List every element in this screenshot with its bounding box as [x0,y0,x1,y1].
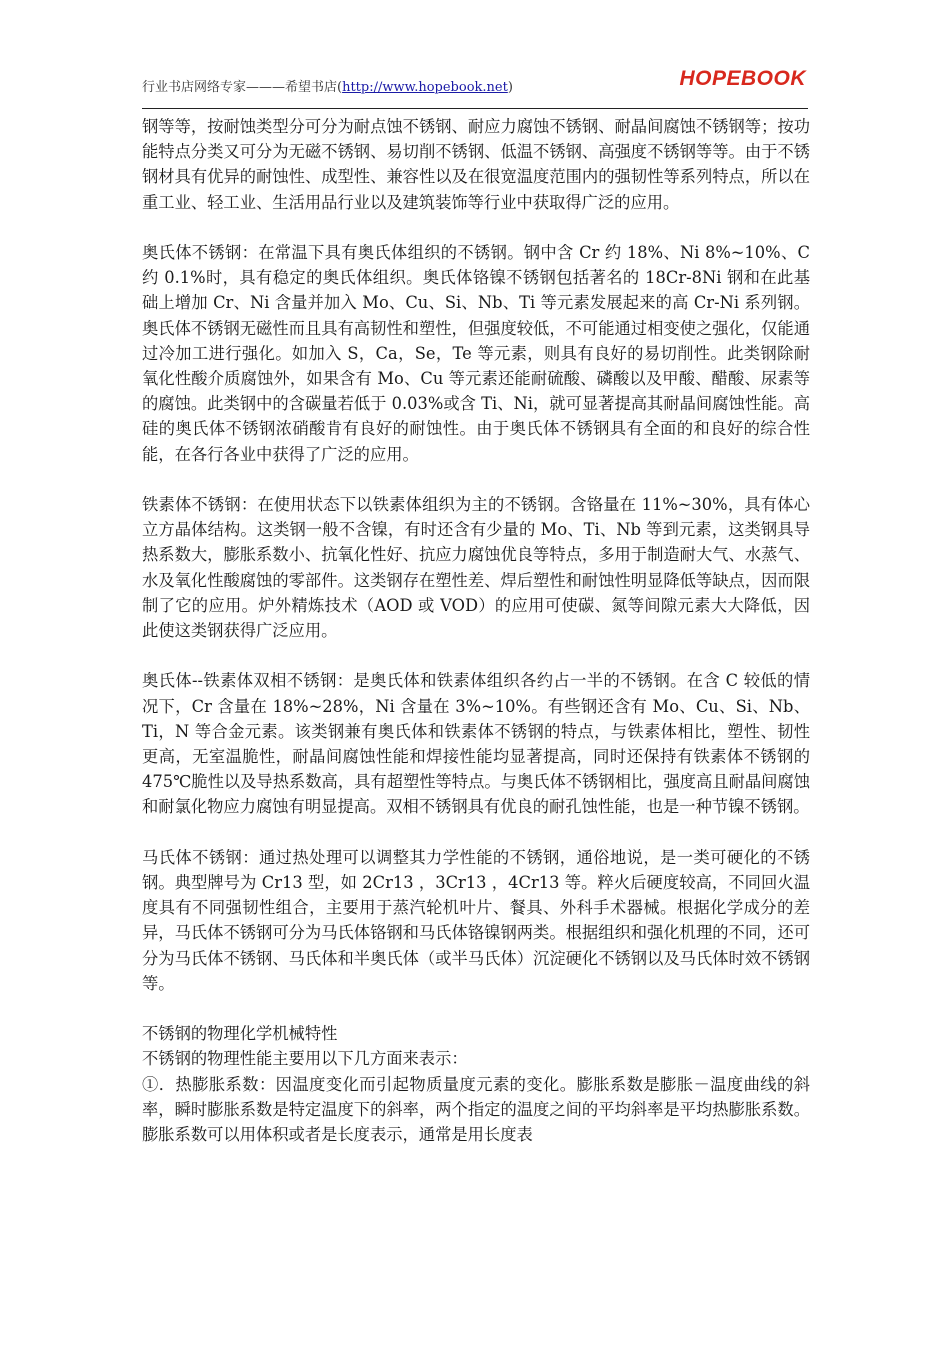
paragraph-ferritic: 铁素体不锈钢：在使用状态下以铁素体组织为主的不锈钢。含铬量在 11%~30%，具有体心立方晶体结构。这类钢一般不含镍，有时还含有少量的 Mo、Ti、Nb 等到元素，这类钢具导热系数大，膨胀系数小、抗氧化性好、抗应力腐蚀优良等特点，多用于制造耐大气、水蒸气、水及氧化性酸腐蚀的零部件。这类钢存在塑性差、焊后塑性和耐蚀性明显降低等缺点，因而限制了它的应用。炉外精炼技术（AOD 或 VOD）的应用可使碳、氮等间隙元素大大降低，因此使这类钢获得广泛应用。 [142,495,810,641]
page-header [142,66,808,108]
paragraph-intro: 钢等等，按耐蚀类型分可分为耐点蚀不锈钢、耐应力腐蚀不锈钢、耐晶间腐蚀不锈钢等；按功能特点分类又可分为无磁不锈钢、易切削不锈钢、低温不锈钢、高强度不锈钢等等。由于不锈钢材具有优异的耐蚀性、成型性、兼容性以及在很宽温度范围内的强韧性等系列特点，所以在重工业、轻工业、生活用品行业以及建筑装饰等行业中获取得广泛的应用。 [142,117,810,212]
section-intro: 不锈钢的物理性能主要用以下几方面来表示： [142,1049,468,1069]
paragraph-austenitic: 奥氏体不锈钢：在常温下具有奥氏体组织的不锈钢。钢中含 Cr 约 18%、Ni 8%~10%、C 约 0.1%时，具有稳定的奥氏体组织。奥氏体铬镍不锈钢包括著名的 18Cr-8Ni 钢和在此基础上增加 Cr、Ni 含量并加入 Mo、Cu、Si、Nb、Ti 等元素发展起来的高 Cr-Ni 系列钢。奥氏体不锈钢无磁性而且具有高韧性和塑性，但强度较低，不可能通过相变使之强化，仅能通过冷加工进行强化。如加入 S，Ca，Se，Te 等元素，则具有良好的易切削性。此类钢除耐氧化性酸介质腐蚀外，如果含有 Mo、Cu 等元素还能耐硫酸、磷酸以及甲酸、醋酸、尿素等的腐蚀。此类钢中的含碳量若低于 0.03%或含 Ti、Ni，就可显著提高其耐晶间腐蚀性能。高硅的奥氏体不锈钢浓硝酸肯有良好的耐蚀性。由于奥氏体不锈钢具有全面的和良好的综合性能，在各行各业中获得了广泛的应用。 [142,243,810,464]
paragraph-martensitic: 马氏体不锈钢：通过热处理可以调整其力学性能的不锈钢，通俗地说，是一类可硬化的不锈钢。典型牌号为 Cr13 型，如 2Cr13 ，3Cr13 ，4Cr13 等。粹火后硬度较高，不同回火温度具有不同强韧性组合，主要用于蒸汽轮机叶片、餐具、外科手术器械。根据化学成分的差异，马氏体不锈钢可分为马氏体铬钢和马氏体铬镍钢两类。根据组织和强化机理的不同，还可分为马氏体不锈钢、马氏体和半奥氏体（或半马氏体）沉淀硬化不锈钢以及马氏体时效不锈钢等。 [142,847,810,993]
header-website-link[interactable]: http://www.hopebook.net [342,80,508,95]
header-tagline-text: 行业书店网络专家———希望书店( [142,80,343,95]
document-body [142,114,810,1147]
header-tagline [142,76,513,95]
section-heading: 不锈钢的物理化学机械特性 [142,1024,338,1044]
header-tagline-close: ) [507,80,513,95]
paragraph-duplex: 奥氏体--铁素体双相不锈钢：是奥氏体和铁素体组织各约占一半的不锈钢。在含 C 较低的情况下，Cr 含量在 18%~28%，Ni 含量在 3%~10%。有些钢还含有 Mo、Cu、Si、Nb、Ti，N 等合金元素。该类钢兼有奥氏体和铁素体不锈钢的特点，与铁素体相比，塑性、韧性更高，无室温脆性，耐晶间腐蚀性能和焊接性能均显著提高，同时还保持有铁素体不锈钢的 475℃脆性以及导热系数高，具有超塑性等特点。与奥氏体不锈钢相比，强度高且耐晶间腐蚀和耐氯化物应力腐蚀有明显提高。双相不锈钢具有优良的耐孔蚀性能，也是一种节镍不锈钢。 [142,671,810,817]
header-divider [142,108,808,109]
hopebook-logo: HOPEBOOK [679,67,806,90]
section-item-thermal-expansion: ①．热膨胀系数：因温度变化而引起物质量度元素的变化。膨胀系数是膨胀－温度曲线的斜率，瞬时膨胀系数是特定温度下的斜率，两个指定的温度之间的平均斜率是平均热膨胀系数。膨胀系数可以用体积或者是长度表示，通常是用长度表 [142,1074,810,1145]
